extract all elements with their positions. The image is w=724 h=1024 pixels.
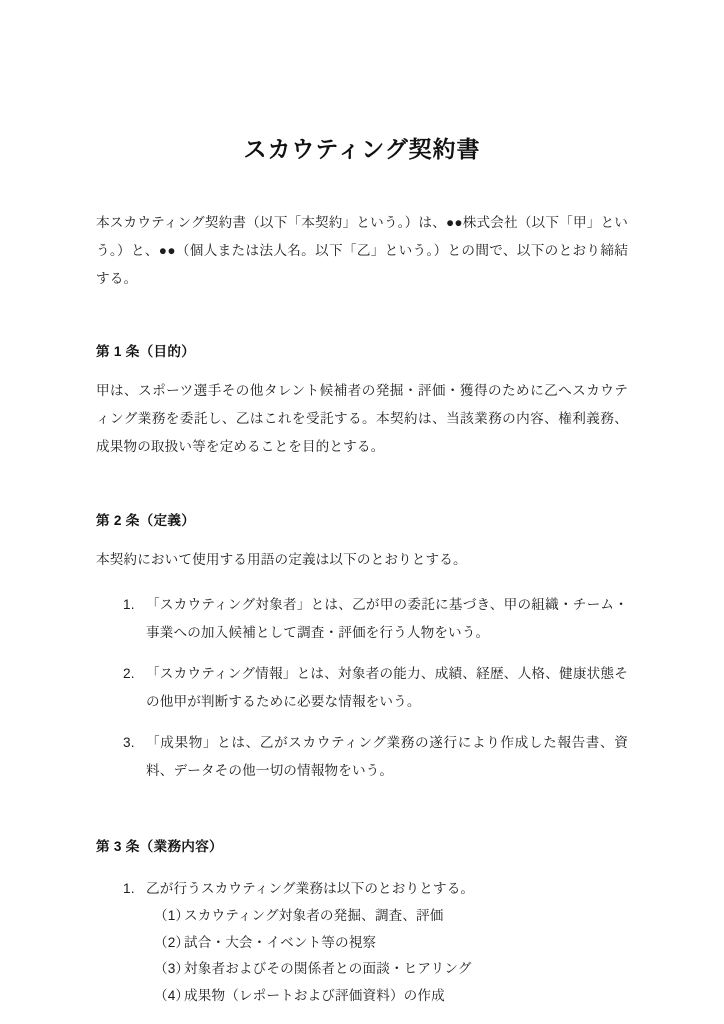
article-1-heading: 第 1 条（目的） [96, 343, 196, 359]
article-2-body: 本契約において使用する用語の定義は以下のとおりとする。 [96, 552, 467, 568]
list-item [96, 660, 628, 716]
sub-list-item-marker: （2） [154, 934, 190, 950]
list-item-text: 「スカウティング情報」とは、対象者の能力、成績、経歴、人格、健康状態その他甲が判断するために必要な情報をいう。 [146, 666, 628, 710]
sub-list-item [96, 930, 628, 957]
article-2-heading: 第 2 条（定義） [96, 513, 196, 528]
list-item-text: 「成果物」とは、乙がスカウティング業務の遂行により作成した報告書、資料、データその他一切の情報物をいう。 [146, 735, 628, 779]
article-1-body: 甲は、スポーツ選手その他タレント候補者の発掘・評価・獲得のために乙へスカウティング業務を委託し、乙はこれを受託する。本契約は、当該業務の内容、権利義務、成果物の取扱い等を定めることを目的とする。 [96, 383, 628, 454]
sub-list-item [96, 983, 628, 1010]
list-item [96, 591, 628, 647]
list-item [96, 729, 628, 785]
article-3-sublist [96, 903, 628, 1009]
article-2-list [96, 591, 628, 785]
sub-list-item-text: スカウティング対象者の発掘、調査、評価 [184, 908, 444, 924]
document-content [96, 0, 628, 1009]
article-3-list [96, 875, 628, 903]
sub-list-item-text: 成果物（レポートおよび評価資料）の作成 [184, 987, 445, 1003]
sub-list-item [96, 956, 628, 983]
intro-paragraph: 本スカウティング契約書（以下「本契約」という。）は、●●株式会社（以下「甲」という。）と、●●（個人または法人名。以下「乙」という。）との間で、以下のとおり締結する。 [96, 214, 628, 286]
list-item [96, 875, 628, 903]
list-item-marker: 1. [123, 881, 135, 897]
page-title: スカウティング契約書 [243, 136, 481, 162]
sub-list-item [96, 903, 628, 930]
list-item-marker: 2. [123, 666, 135, 682]
sub-list-item-marker: （4） [154, 987, 190, 1003]
list-item-marker: 3. [123, 735, 135, 751]
list-item-marker: 1. [123, 597, 135, 613]
sub-list-item-marker: （1） [154, 908, 190, 924]
sub-list-item-text: 試合・大会・イベント等の視察 [184, 934, 377, 950]
sub-list-item-marker: （3） [154, 961, 190, 977]
article-3-heading: 第 3 条（業務内容） [96, 839, 223, 855]
list-item-text: 「スカウティング対象者」とは、乙が甲の委託に基づき、甲の組織・チーム・事業への加入候補として調査・評価を行う人物をいう。 [146, 597, 628, 641]
list-item-text: 乙が行うスカウティング業務は以下のとおりとする。 [146, 881, 475, 897]
sub-list-item-text: 対象者およびその関係者との面談・ヒアリング [184, 961, 472, 977]
